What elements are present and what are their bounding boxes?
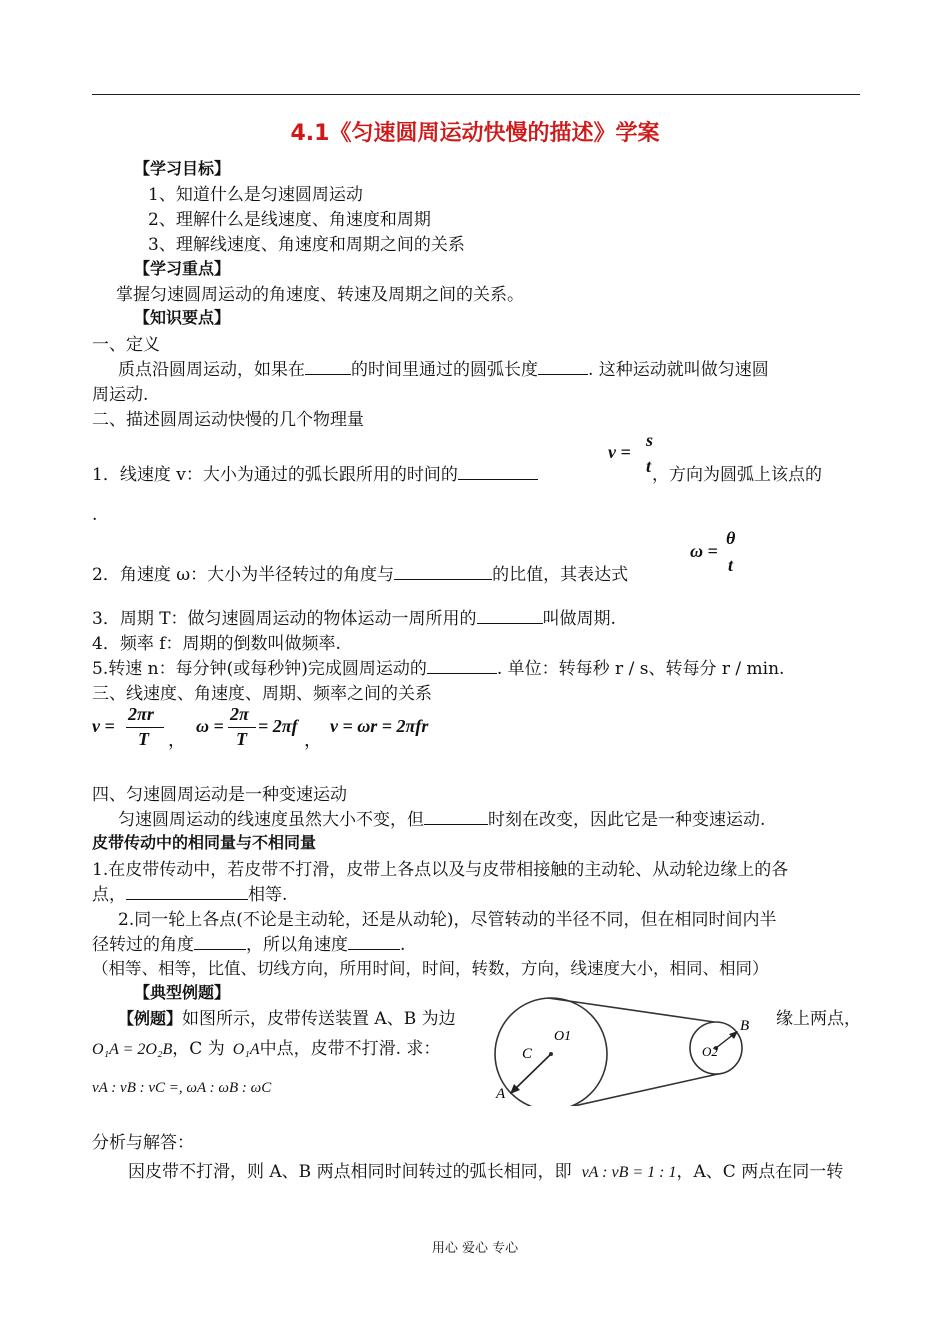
definition-line [118, 355, 769, 380]
text-segment: 5.转速 n：每分钟(或每秒钟)完成圆周运动的 [92, 659, 427, 679]
definition-line-cont: 周运动. [92, 385, 149, 405]
goal-item: 1、知道什么是匀速圆周运动 [148, 185, 363, 205]
fill-blank [394, 561, 492, 580]
example-line-2 [92, 1034, 440, 1059]
text-segment: 匀速圆周运动的线速度虽然大小不变，但 [118, 810, 424, 830]
linear-velocity-line [92, 460, 538, 485]
variable-motion-heading: 四、匀速圆周运动是一种变速运动 [92, 785, 347, 805]
text-segment: . 这种运动就叫做匀速圆 [588, 360, 769, 380]
text-segment: 质点沿圆周运动，如果在 [118, 360, 305, 380]
fill-blank [477, 605, 543, 624]
fill-blank [126, 881, 248, 900]
trailing-dot: . [92, 505, 98, 525]
fraction-bar [126, 727, 164, 728]
formula-lhs: v = [92, 716, 115, 736]
separator: ， [168, 730, 186, 750]
page-footer: 用心 爱心 专心 [431, 1241, 519, 1256]
text-segment: 的比值，其表达式 [492, 565, 629, 585]
focus-text: 掌握匀速圆周运动的角速度、转速及周期之间的关系。 [116, 285, 524, 305]
formula-denominator: t [728, 555, 734, 575]
frequency-line: 4．频率 f：周期的倒数叫做频率. [92, 634, 341, 654]
ratio-question: vA : vB : vC =, ωA : ωB : ωC [92, 1080, 272, 1096]
fill-blank [424, 806, 488, 825]
definition-heading: 一、定义 [92, 335, 160, 355]
label-o2: O2 [702, 1044, 718, 1059]
separator: ， [304, 730, 322, 750]
formula-lhs: ω = [196, 716, 224, 736]
text-segment: ，A、C 两点在同一转 [676, 1162, 844, 1182]
goal-item: 2、理解什么是线速度、角速度和周期 [148, 210, 431, 230]
formula-numerator: 2πr [128, 704, 154, 724]
formula-denominator: t [646, 456, 652, 476]
rotation-speed-line [92, 654, 784, 679]
fill-blank [538, 356, 588, 375]
text-segment: 点， [92, 885, 126, 905]
angular-velocity-line [92, 560, 628, 585]
formula-omega-2pi-over-T [196, 704, 322, 750]
text-segment: 如图所示，皮带传送装置 A、B 为边 [182, 1009, 456, 1029]
belt-upper [548, 998, 714, 1022]
analysis-heading: 分析与解答： [92, 1133, 194, 1153]
condition-formula: O₁A = 2O₂B [92, 1041, 173, 1058]
belt-heading: 皮带传动中的相同量与不相同量 [92, 833, 317, 852]
text-segment: 2．角速度 ω：大小为半径转过的角度与 [92, 565, 395, 585]
header-rule [92, 94, 860, 95]
fraction-bar [228, 727, 256, 728]
formula-numerator: 2π [230, 704, 249, 724]
text-segment: ，所以角速度 [246, 935, 348, 955]
text-segment: . 单位：转每秒 r / s、转每分 r / min. [496, 659, 785, 679]
answer-key: （相等、相等，比值、切线方向，所用时间，时间，转数，方向，线速度大小，相同、相同） [92, 959, 769, 978]
text-segment: . [400, 935, 406, 955]
formula-omega-theta-over-t [690, 530, 746, 578]
fill-blank [348, 931, 400, 950]
quantities-heading: 二、描述圆周运动快慢的几个物理量 [92, 410, 364, 430]
analysis-line [128, 1157, 843, 1182]
goal-item: 3、理解线速度、角速度和周期之间的关系 [148, 235, 465, 255]
text-segment: 时刻在改变，因此它是一种变速运动. [488, 810, 766, 830]
text-segment: 径转过的角度 [92, 935, 194, 955]
belt-pulley-diagram [486, 996, 754, 1106]
condition-formula: O₁A [232, 1041, 260, 1058]
relations-heading: 三、线速度、角速度、周期、频率之间的关系 [92, 684, 432, 704]
arrow-head [729, 1031, 738, 1039]
goals-heading: 【学习目标】 [134, 159, 231, 178]
example-line-1 [118, 1004, 456, 1029]
period-line [92, 604, 616, 629]
variable-motion-line [118, 805, 765, 830]
label-b: B [740, 1018, 750, 1034]
fill-blank [194, 931, 246, 950]
formula-denominator: T [236, 729, 247, 749]
formula-numerator: s [646, 430, 654, 450]
belt-line-2: 2.同一轮上各点(不论是主动轮，还是从动轮)，尽管转动的半径不同，但在相同时间内半 [118, 910, 777, 930]
linear-velocity-direction: ，方向为圆弧上该点的 [652, 465, 822, 485]
text-segment: 的时间里通过的圆弧长度 [351, 360, 538, 380]
belt-line-1: 1.在皮带传动中，若皮带不打滑，皮带上各点以及与皮带相接触的主动轮、从动轮边缘上的各 [92, 860, 789, 880]
formula-numerator: θ [726, 528, 736, 548]
text-segment: 叫做周期. [542, 609, 616, 629]
example-heading: 【典型例题】 [134, 983, 231, 1002]
example-label: 【例题】 [118, 1009, 183, 1028]
fill-blank [427, 655, 497, 674]
formula-lhs: v = [608, 442, 631, 462]
label-c: C [522, 1046, 533, 1062]
belt-line-1-cont [92, 880, 287, 905]
label-o1: O1 [554, 1029, 572, 1044]
text-segment: 因皮带不打滑，则 A、B 两点相同时间转过的弧长相同，即 [128, 1162, 572, 1182]
formula-v-omega-r: v = ωr = 2πfr [330, 716, 429, 736]
fill-blank [458, 461, 538, 480]
label-a: A [496, 1086, 506, 1102]
formula-denominator: T [138, 729, 149, 749]
radius-o1a [514, 1054, 551, 1090]
text-segment: 相等. [248, 885, 288, 905]
text-segment: ，C 为 [172, 1039, 225, 1059]
text-segment: 1．线速度 v：大小为通过的弧长跟所用的时间的 [92, 465, 458, 485]
text-segment: 中点，皮带不打滑. 求： [259, 1039, 441, 1059]
focus-heading: 【学习重点】 [134, 259, 231, 278]
formula-lhs: ω = [690, 541, 718, 561]
text-segment: 3．周期 T：做匀速圆周运动的物体运动一周所用的 [92, 609, 477, 629]
page-title: 4.1《匀速圆周运动快慢的描述》学案 [290, 121, 660, 146]
belt-line-2-cont [92, 930, 405, 955]
formula-rhs: = 2πf [258, 716, 298, 736]
example-line-1-end: 缘上两点， [776, 1009, 861, 1029]
points-heading: 【知识要点】 [134, 308, 231, 327]
fill-blank [305, 356, 351, 375]
ratio-formula: vA : vB = 1 : 1 [581, 1164, 677, 1181]
formula-v-2pir-over-T [92, 704, 186, 750]
